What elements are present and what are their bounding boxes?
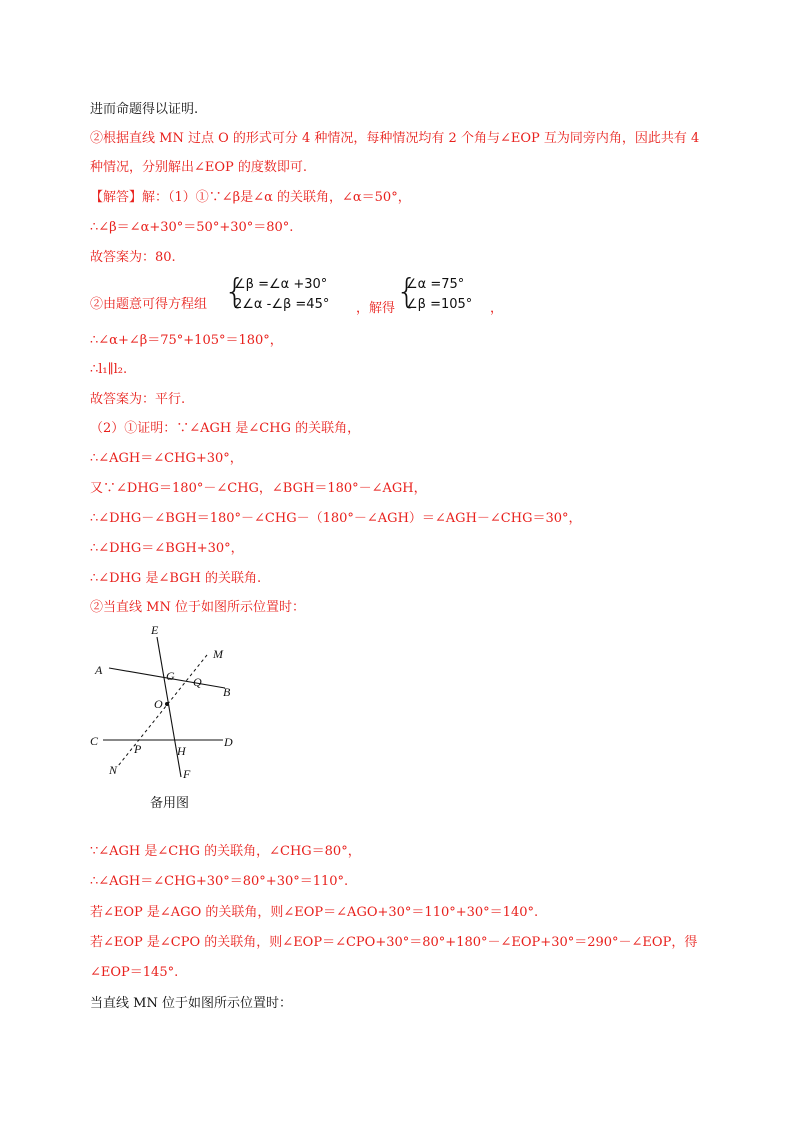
text-line: ②由题意可得方程组 bbox=[90, 297, 208, 312]
label-c: C bbox=[90, 734, 99, 748]
text-line: 又∵∠DHG＝180°－∠CHG，∠BGH＝180°－∠AGH， bbox=[90, 481, 427, 496]
text-line: ∠EOP＝145°. bbox=[90, 965, 179, 980]
text-line: ∴∠α+∠β＝75°+105°＝180°， bbox=[90, 333, 283, 348]
label-b: B bbox=[223, 685, 231, 699]
text-line: ∴∠DHG＝∠BGH+30°， bbox=[90, 541, 244, 556]
figure-caption: 备用图 bbox=[150, 796, 190, 811]
equation-row: ∠β =∠α +30° bbox=[234, 277, 328, 292]
text-line: ∴l₁∥l₂. bbox=[90, 362, 128, 377]
text-line: ， bbox=[490, 301, 504, 316]
label-p: P bbox=[134, 742, 142, 756]
text-line: 【解答】解：（1）①∵∠β是∠α 的关联角，∠α＝50°， bbox=[90, 190, 411, 205]
text-line: ∴∠AGH＝∠CHG+30°， bbox=[90, 451, 243, 466]
text-line: 进而命题得以证明. bbox=[90, 102, 199, 117]
text-line: ②当直线 MN 位于如图所示位置时： bbox=[90, 600, 305, 615]
point-o bbox=[165, 702, 169, 706]
text-line: 故答案为：平行. bbox=[90, 392, 186, 407]
label-d: D bbox=[224, 735, 233, 749]
text-line: ∴∠DHG 是∠BGH 的关联角. bbox=[90, 571, 262, 586]
text-line: ∴∠β＝∠α+30°＝50°+30°＝80°. bbox=[90, 220, 294, 235]
text-line: 若∠EOP 是∠CPO 的关联角，则∠EOP＝∠CPO+30°＝80°+180°－∠EOP+30°＝290°－∠EOP，得 bbox=[90, 935, 698, 950]
label-o: O bbox=[154, 697, 163, 711]
text-line: ∴∠AGH＝∠CHG+30°＝80°+30°＝110°. bbox=[90, 874, 349, 889]
label-q: Q bbox=[193, 675, 202, 689]
equation-row: 2∠α -∠β =45° bbox=[234, 297, 330, 312]
label-e: E bbox=[151, 623, 159, 637]
label-m: M bbox=[213, 647, 223, 661]
text-line: 若∠EOP 是∠AGO 的关联角，则∠EOP＝∠AGO+30°＝110°+30°＝140°. bbox=[90, 905, 539, 920]
label-n: N bbox=[109, 763, 118, 777]
equation-system-2: { ∠α =75° ∠β =105° bbox=[396, 272, 473, 312]
text-line: 种情况，分别解出∠EOP 的度数即可. bbox=[90, 160, 308, 175]
text-line: 故答案为：80. bbox=[90, 250, 176, 265]
label-a: A bbox=[95, 663, 103, 677]
label-g: G bbox=[166, 669, 175, 683]
label-f: F bbox=[183, 767, 191, 781]
equation-row: ∠β =105° bbox=[406, 297, 473, 312]
equation-system-1: { ∠β =∠α +30° 2∠α -∠β =45° bbox=[224, 272, 330, 312]
equation-row: ∠α =75° bbox=[406, 277, 465, 292]
text-line: 当直线 MN 位于如图所示位置时： bbox=[90, 996, 292, 1011]
text-line: ，解得 bbox=[356, 301, 396, 316]
text-line: （2）①证明：∵∠AGH 是∠CHG 的关联角， bbox=[90, 421, 361, 436]
label-h: H bbox=[177, 744, 186, 758]
geometry-figure bbox=[85, 620, 245, 785]
text-line: ∵∠AGH 是∠CHG 的关联角，∠CHG＝80°， bbox=[90, 844, 361, 859]
text-line: ∴∠DHG－∠BGH＝180°－∠CHG－（180°－∠AGH）＝∠AGH－∠CHG＝30°， bbox=[90, 511, 582, 526]
text-line: ②根据直线 MN 过点 O 的形式可分 4 种情况，每种情况均有 2 个角与∠EOP 互为同旁内角，因此共有 4 bbox=[90, 131, 700, 146]
